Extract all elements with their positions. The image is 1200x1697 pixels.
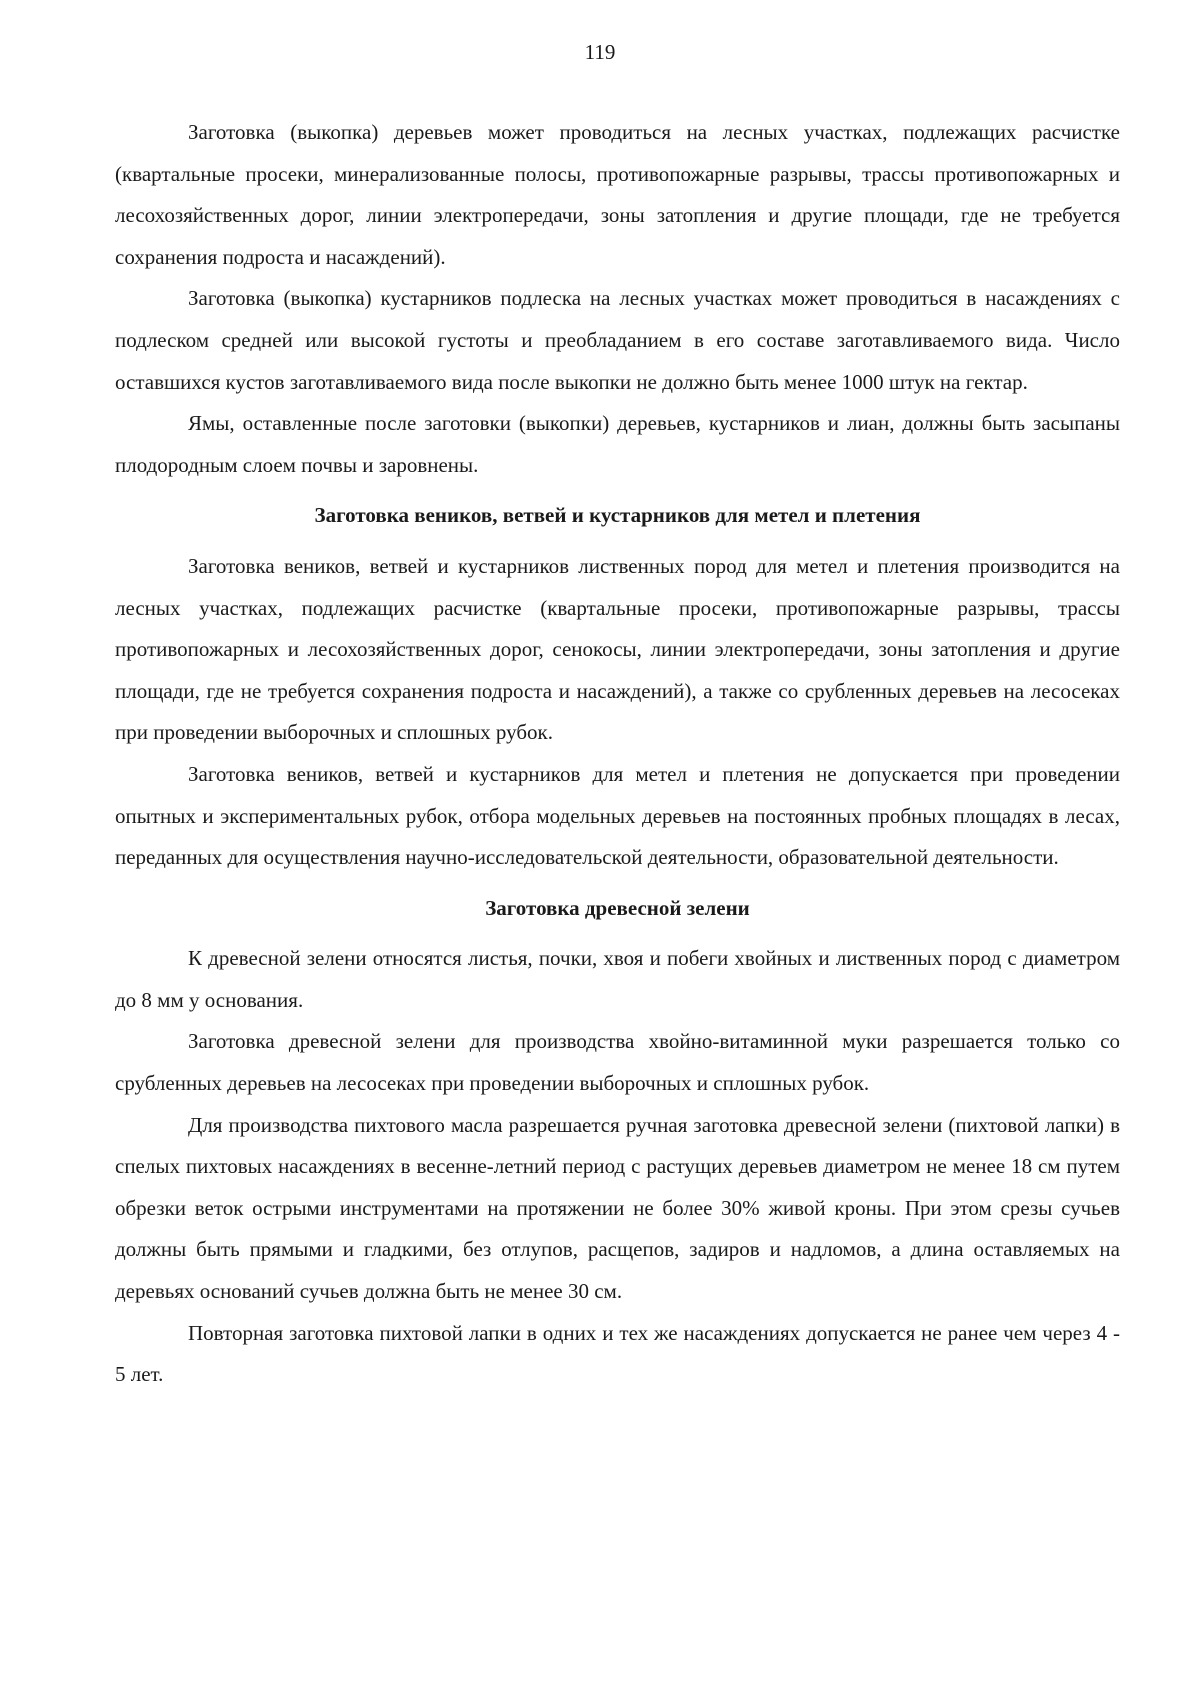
paragraph-brooms-forbidden: Заготовка веников, ветвей и кустарников для метел и плетения не допускается при проведении опытных и экспериментальных рубок, отбора модельных деревьев на постоянных пробных площадях в лесах, переданных для осуществления научно-исследовательской деятельности, образовательной деятельности. [115,761,1120,870]
paragraph-greenery-flour: Заготовка древесной зелени для производства хвойно-витаминной муки разрешается только со срубленных деревьев на лесосеках при проведении выборочных и сплошных рубок. [115,1029,1120,1096]
paragraph-fir-oil: Для производства пихтового масла разрешается ручная заготовка древесной зелени (пихтовой лапки) в спелых пихтовых насаждениях в весенне-летний период с растущих деревьев диаметром не менее 18 см путем обрезки веток острыми инструментами на протяжении не более 30% живой кроны. При этом срезы сучьев должны быть прямыми и гладкими, без отлупов, расщепов, задиров и надломов, а длина оставляемых на деревьях оснований сучьев должна быть не менее 30 см. [115,1112,1120,1304]
paragraph-repeat-harvest: Повторная заготовка пихтовой лапки в одних и тех же насаждениях допускается не ранее чем через 4 - 5 лет. [115,1320,1120,1387]
paragraph-pits: Ямы, оставленные после заготовки (выкопки) деревьев, кустарников и лиан, должны быть засыпаны плодородным слоем почвы и заровнены. [115,411,1120,477]
paragraph-tree-digging: Заготовка (выкопка) деревьев может проводиться на лесных участках, подлежащих расчистке (квартальные просеки, минерализованные полосы, противопожарные разрывы, трассы противопожарных и лесохозяйственных дорог, линии электропередачи, зоны затопления и другие площади, где не требуется сохранения подроста и насаждений). [115,120,1120,269]
paragraph-brooms-allowed: Заготовка веников, ветвей и кустарников лиственных пород для метел и плетения производится на лесных участках, подлежащих расчистке (квартальные просеки, противопожарные разрывы, трассы противопожарных и лесохозяйственных дорог, сенокосы, линии электропередачи, зоны затопления и другие площади, где не требуется сохранения подроста и насаждений), а также со срубленных деревьев на лесосеках при проведении выборочных и сплошных рубок. [115,553,1120,745]
section-heading-greenery: Заготовка древесной зелени [485,895,750,920]
page-content [115,112,1120,1396]
paragraph-shrub-digging: Заготовка (выкопка) кустарников подлеска на лесных участках может проводиться в насаждениях с подлеском средней или высокой густоты и преобладанием в его составе заготавливаемого вида. Число оставшихся кустов заготавливаемого вида после выкопки не должно быть менее 1000 штук на гектар. [115,286,1120,394]
section-heading-brooms: Заготовка веников, ветвей и кустарников для метел и плетения [314,503,921,528]
paragraph-greenery-definition: К древесной зелени относятся листья, почки, хвоя и побеги хвойных и лиственных пород с диаметром до 8 мм у основания. [115,946,1120,1012]
page-number: 119 [584,40,616,64]
